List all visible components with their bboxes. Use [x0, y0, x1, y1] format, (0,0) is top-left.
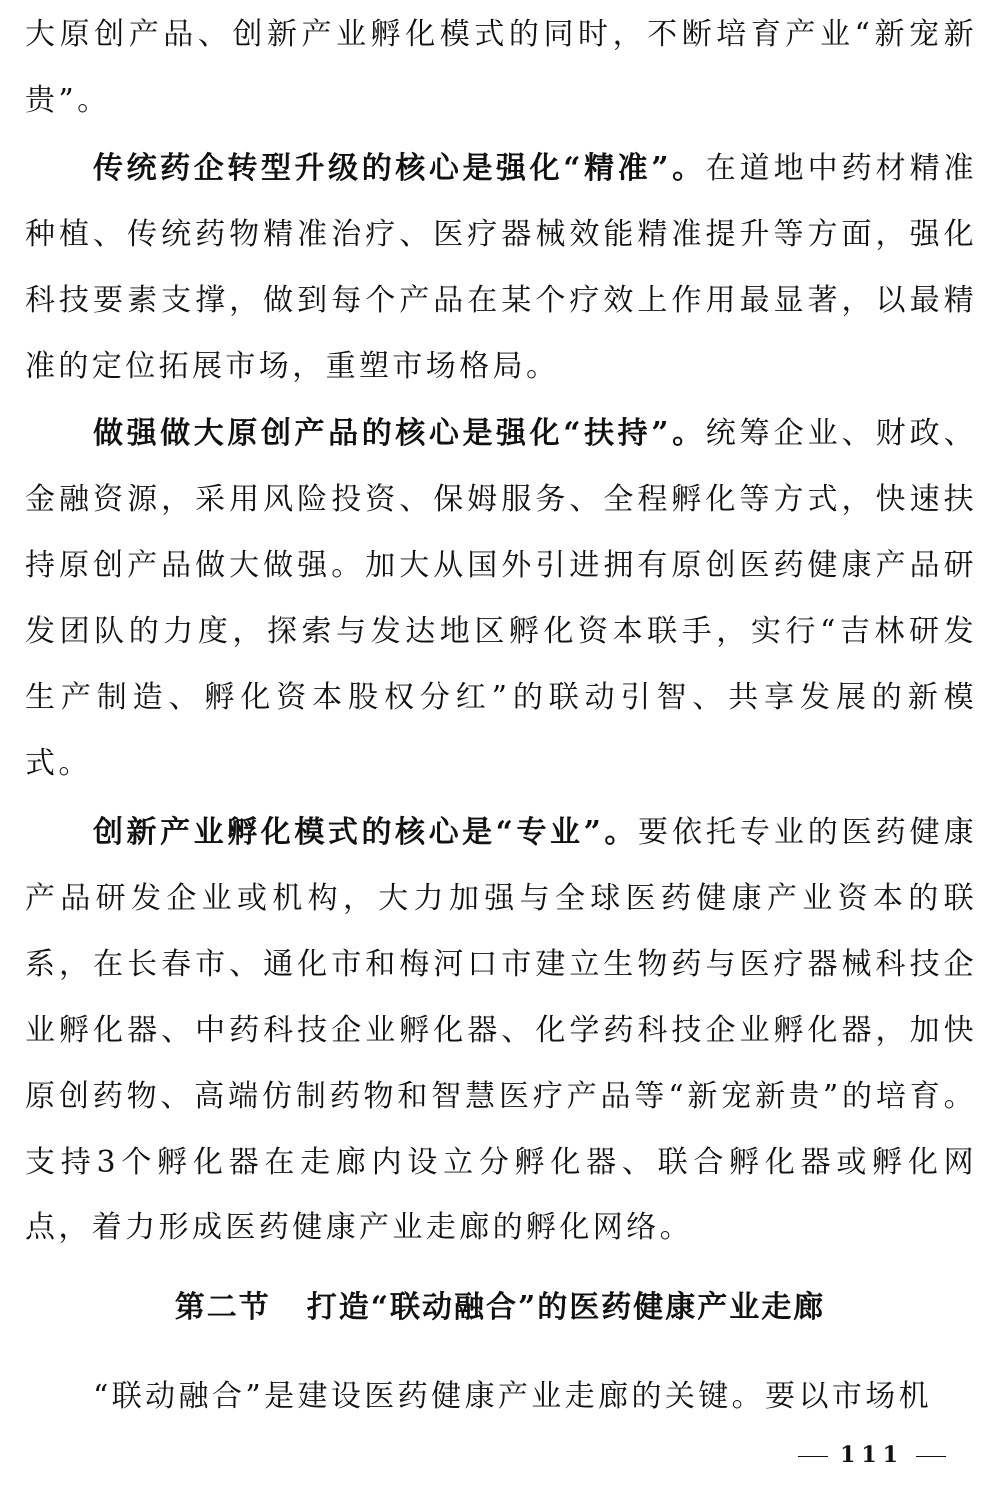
section-title: 打造“联动融合”的医药健康产业走廊 — [306, 1290, 826, 1325]
paragraph-3 — [25, 401, 977, 796]
section-heading — [0, 1282, 1000, 1334]
paragraph-1-text: 大原创产品、创新产业孵化模式的同时，不断培育产业“新宠新贵”。 — [25, 17, 977, 118]
closing-paragraph-text: “联动融合”是建设医药健康产业走廊的关键。要以市场机 — [93, 1379, 933, 1414]
footer-dash-left — [798, 1456, 828, 1457]
paragraph-2 — [25, 136, 977, 400]
paragraph-4-lead: 创新产业孵化模式的核心是“专业”。 — [93, 815, 638, 850]
page-number: 111 — [840, 1442, 904, 1468]
paragraph-2-lead: 传统药企转型升级的核心是强化“精准”。 — [93, 151, 706, 186]
paragraph-3-text: 统筹企业、财政、金融资源，采用风险投资、保姆服务、全程孵化等方式，快速扶持原创产品做大做强。加大从国外引进拥有原创医药健康产品研发团队的力度，探索与发达地区孵化资本联手，实行“吉林研发生产制造、孵化资本股权分红”的联动引智、共享发展的新模式。 — [25, 416, 978, 781]
section-number: 第二节 — [174, 1290, 271, 1325]
paragraph-1 — [25, 2, 977, 134]
closing-paragraph — [25, 1364, 977, 1430]
paragraph-2-text: 在道地中药材精准种植、传统药物精准治疗、医疗器械效能精准提升等方面，强化科技要素支撑，做到每个产品在某个疗效上作用最显著，以最精准的定位拓展市场，重塑市场格局。 — [25, 151, 978, 384]
paragraph-4-text: 要依托专业的医药健康产品研发企业或机构，大力加强与全球医药健康产业资本的联系，在长春市、通化市和梅河口市建立生物药与医疗器械科技企业孵化器、中药科技企业孵化器、化学药科技企业孵化器，加快原创药物、高端仿制药物和智慧医疗产品等“新宠新贵”的培育。支持3个孵化器在走廊内设立分孵化器、联合孵化器或孵化网点，着力形成医药健康产业走廊的孵化网络。 — [25, 815, 977, 1246]
footer-dash-right — [916, 1456, 946, 1457]
paragraph-3-lead: 做强做大原创产品的核心是强化“扶持”。 — [93, 416, 706, 451]
page-footer — [786, 1440, 958, 1471]
paragraph-4 — [25, 800, 977, 1261]
